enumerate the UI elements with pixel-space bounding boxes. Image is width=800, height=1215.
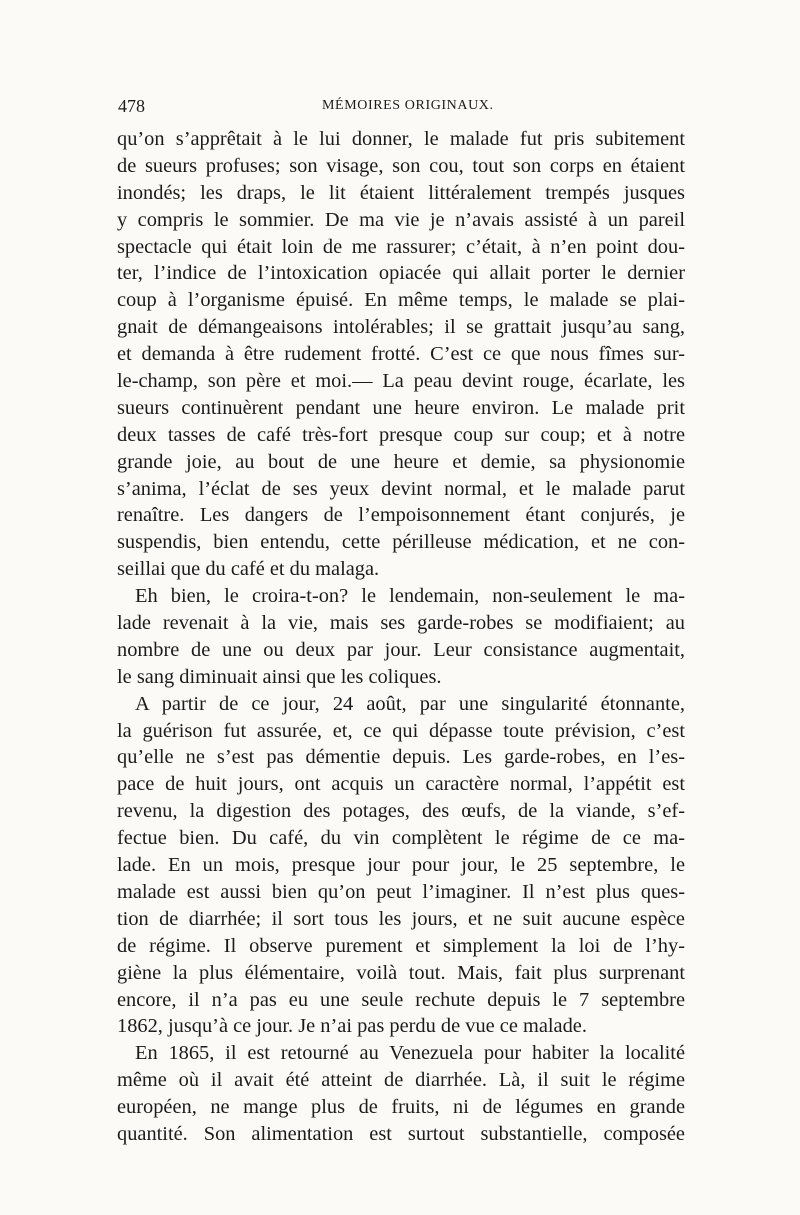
text-line: ter, l’indice de l’intoxication opiacée qui allait porter le dernier	[117, 262, 685, 285]
running-head	[118, 96, 684, 120]
text-line: 1862, jusqu’à ce jour. Je n’ai pas perdu de vue ce malade.	[117, 1015, 587, 1038]
text-line: revenu, la digestion des potages, des œufs, de la viande, s’ef-	[117, 800, 685, 823]
paragraph	[117, 691, 685, 1041]
text-line: giène la plus élémentaire, voilà tout. Mais, fait plus surprenant	[117, 961, 685, 984]
text-line: lade. En un mois, presque jour pour jour, le 25 septembre, le	[117, 854, 685, 877]
text-line: européen, ne mange plus de fruits, ni de légumes en grande	[117, 1096, 685, 1119]
text-line: A partir de ce jour, 24 août, par une singularité étonnante,	[135, 692, 685, 715]
text-line: En 1865, il est retourné au Venezuela pour habiter la localité	[135, 1042, 685, 1065]
text-line: inondés; les draps, le lit étaient littéralement trempés jusques	[117, 181, 685, 204]
text-line: malade est aussi bien qu’on peut l’imaginer. Il n’est plus ques-	[117, 880, 685, 903]
text-line: deux tasses de café très-fort presque coup sur coup; et à notre	[117, 423, 685, 446]
text-line: pace de huit jours, ont acquis un caractère normal, l’appétit est	[117, 773, 685, 796]
paragraph	[117, 126, 685, 583]
paragraph	[117, 583, 685, 691]
text-line: nombre de une ou deux par jour. Leur consistance augmentait,	[117, 638, 685, 661]
text-line: coup à l’organisme épuisé. En même temps, le malade se plai-	[117, 289, 685, 312]
text-line: qu’on s’apprêtait à le lui donner, le malade fut pris subitement	[117, 128, 685, 150]
text-line: quantité. Son alimentation est surtout substantielle, composée	[117, 1122, 685, 1145]
text-line: lade revenait à la vie, mais ses garde-robes se modifiaient; au	[117, 612, 685, 635]
text-line: de sueurs profuses; son visage, son cou, tout son corps en étaient	[117, 154, 685, 177]
page-number: 478	[118, 96, 145, 116]
text-line: qu’elle ne s’est pas démentie depuis. Les garde-robes, en l’es-	[117, 746, 685, 769]
text-line: fectue bien. Du café, du vin complètent le régime de ce ma-	[117, 827, 685, 850]
text-line: le sang diminuait ainsi que les coliques.	[117, 665, 442, 688]
body-text	[117, 126, 685, 1148]
text-line: sueurs continuèrent pendant une heure environ. Le malade prit	[117, 396, 685, 419]
text-line: tion de diarrhée; il sort tous les jours, et ne suit aucune espèce	[117, 907, 685, 930]
text-line: le-champ, son père et moi.— La peau devint rouge, écarlate, les	[117, 370, 685, 393]
text-line: encore, il n’a pas eu une seule rechute depuis le 7 septembre	[117, 988, 685, 1011]
text-line: la guérison fut assurée, et, ce qui dépasse toute prévision, c’est	[117, 719, 685, 742]
text-line: gnait de démangeaisons intolérables; il se grattait jusqu’au sang,	[117, 316, 685, 339]
text-line: seillai que du café et du malaga.	[117, 558, 380, 581]
text-line: et demanda à être rudement frotté. C’est ce que nous fîmes sur-	[117, 343, 685, 366]
text-line: spectacle qui était loin de me rassurer; c’était, à n’en point dou-	[117, 235, 685, 258]
text-line: Eh bien, le croira-t-on? le lendemain, non-seulement le ma-	[135, 585, 685, 608]
text-line: suspendis, bien entendu, cette périlleuse médication, et ne con-	[117, 531, 685, 554]
running-title: MÉMOIRES ORIGINAUX.	[322, 98, 494, 113]
text-line: de régime. Il observe purement et simplement la loi de l’hy-	[117, 934, 685, 957]
text-line: s’anima, l’éclat de ses yeux devint normal, et le malade parut	[117, 477, 685, 500]
paragraph	[117, 1040, 685, 1148]
text-line: grande joie, au bout de une heure et demie, sa physionomie	[117, 450, 685, 473]
text-line: même où il avait été atteint de diarrhée. Là, il suit le régime	[117, 1069, 685, 1092]
text-line: renaître. Les dangers de l’empoisonnement étant conjurés, je	[117, 504, 685, 527]
text-line: y compris le sommier. De ma vie je n’avais assisté à un pareil	[117, 208, 685, 231]
